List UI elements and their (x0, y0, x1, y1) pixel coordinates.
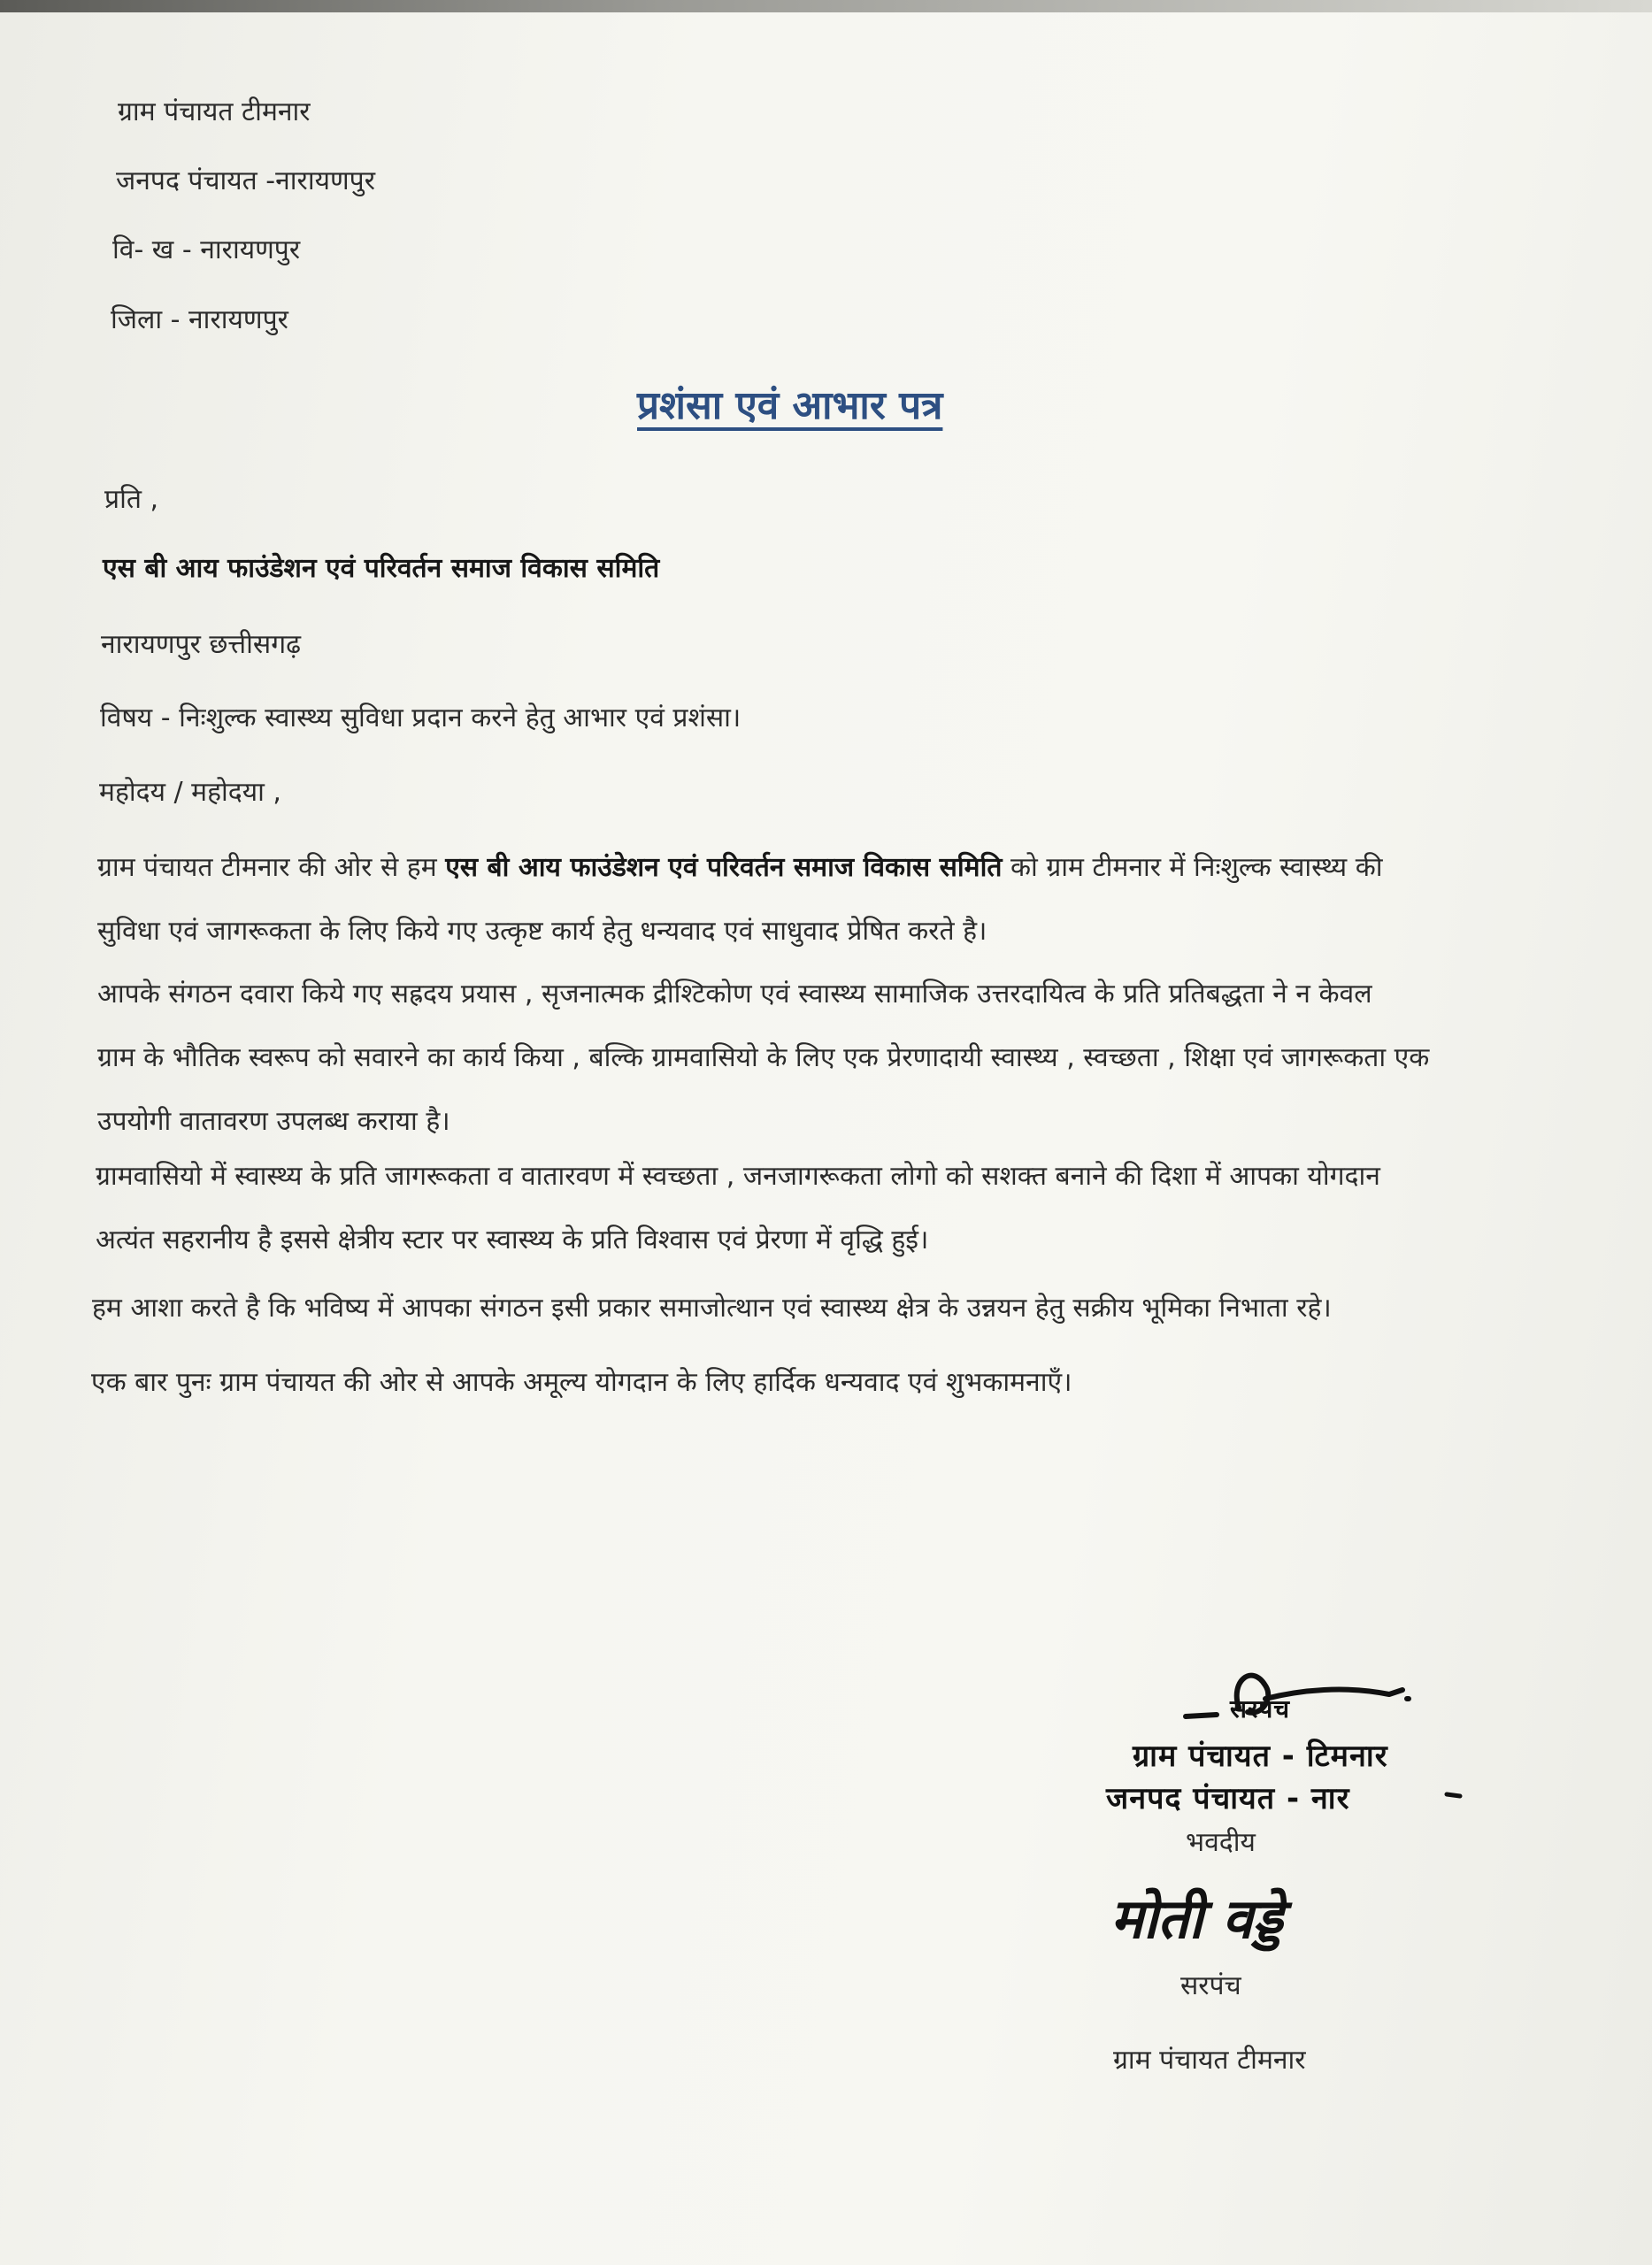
header-district: जिला - नारायणपुर (111, 304, 288, 335)
header-gram-panchayat: ग्राम पंचायत टीमनार (118, 96, 311, 127)
photo-edge (0, 0, 1652, 12)
paragraph-1 (97, 836, 1383, 964)
paragraph-4: हम आशा करते है कि भविष्य में आपका संगठन इसी प्रकार समाजोत्थान एवं स्वास्थ्य क्षेत्र के उन्नयन हेतु सक्रीय भूमिका निभाता रहे। (92, 1293, 1332, 1324)
recipient-prefix: प्रति , (104, 484, 159, 515)
stamp-gram-panchayat: ग्राम पंचायत - टिमनार (1133, 1739, 1388, 1774)
paragraph-3 (96, 1145, 1380, 1272)
para1-end: को ग्राम टीमनार में निःशुल्क स्वास्थ्य की (1002, 852, 1383, 883)
signoff-designation: सरपंच (1180, 1970, 1241, 2001)
para3-line2: अत्यंत सहरानीय है इससे क्षेत्रीय स्टार पर स्वास्थ्य के प्रति विश्वास एवं प्रेरणा में वृद्धि हुई। (96, 1225, 929, 1255)
stamp-janpad-panchayat: जनपद पंचायत - नार (1106, 1781, 1350, 1816)
para3-line1: ग्रामवासियो में स्वास्थ्य के प्रति जागरूकता व वातारवण में स्वच्छता , जनजागरूकता लोगो को सशक्त बनाने की दिशा में आपका योगदान (96, 1161, 1380, 1192)
subject-line: विषय - निःशुल्क स्वास्थ्य सुविधा प्रदान करने हेतु आभार एवं प्रशंसा। (100, 703, 741, 733)
header-janpad-panchayat: जनपद पंचायत -नारायणपुर (116, 165, 375, 196)
para1-start: ग्राम पंचायत टीमनार की ओर से हम (97, 852, 446, 883)
para2-line2: ग्राम के भौतिक स्वरूप को सवारने का कार्य किया , बल्कि ग्रामवासियो के लिए एक प्रेरणादायी स्वास्थ्य , स्वच्छता , शिक्षा एवं जागरूकता एक (97, 1042, 1430, 1073)
paragraph-5: एक बार पुनः ग्राम पंचायत की ओर से आपके अमूल्य योगदान के लिए हार्दिक धन्यवाद एवं शुभकामनाएँ। (91, 1367, 1072, 1398)
signoff-office: ग्राम पंचायत टीमनार (1113, 2045, 1306, 2076)
salutation: महोदय / महोदया , (99, 777, 281, 808)
paragraph-2 (97, 963, 1429, 1154)
para1-org-name: एस बी आय फाउंडेशन एवं परिवर्तन समाज विकास समिति (445, 852, 1003, 883)
letter-title: प्रशंसा एवं आभार पत्र (637, 383, 943, 428)
stamp-sarpanch: सरपंच (1230, 1694, 1291, 1724)
para2-line1: आपके संगठन दवारा किये गए सह्रदय प्रयास , सृजनात्मक द्रीश्टिकोण एवं स्वास्थ्य सामाजिक उत्तरदायित्व के प्रति प्रतिबद्धता ने न केवल (97, 979, 1372, 1010)
para2-line3: उपयोगी वातावरण उपलब्ध कराया है। (97, 1106, 450, 1137)
para1-line2: सुविधा एवं जागरूकता के लिए किये गए उत्कृष्ट कार्य हेतु धन्यवाद एवं साधुवाद प्रेषित करते है। (97, 916, 987, 947)
recipient-place: नारायणपुर छत्तीसगढ़ (101, 629, 301, 660)
signoff-yours: भवदीय (1186, 1827, 1256, 1858)
signature: मोती वड्डे (1110, 1886, 1283, 1951)
recipient-name: एस बी आय फाउंडेशन एवं परिवर्तन समाज विकास समिति (103, 553, 660, 584)
header-vikas-khand: वि- ख - नारायणपुर (112, 234, 301, 265)
official-stamp (1097, 1646, 1487, 1823)
